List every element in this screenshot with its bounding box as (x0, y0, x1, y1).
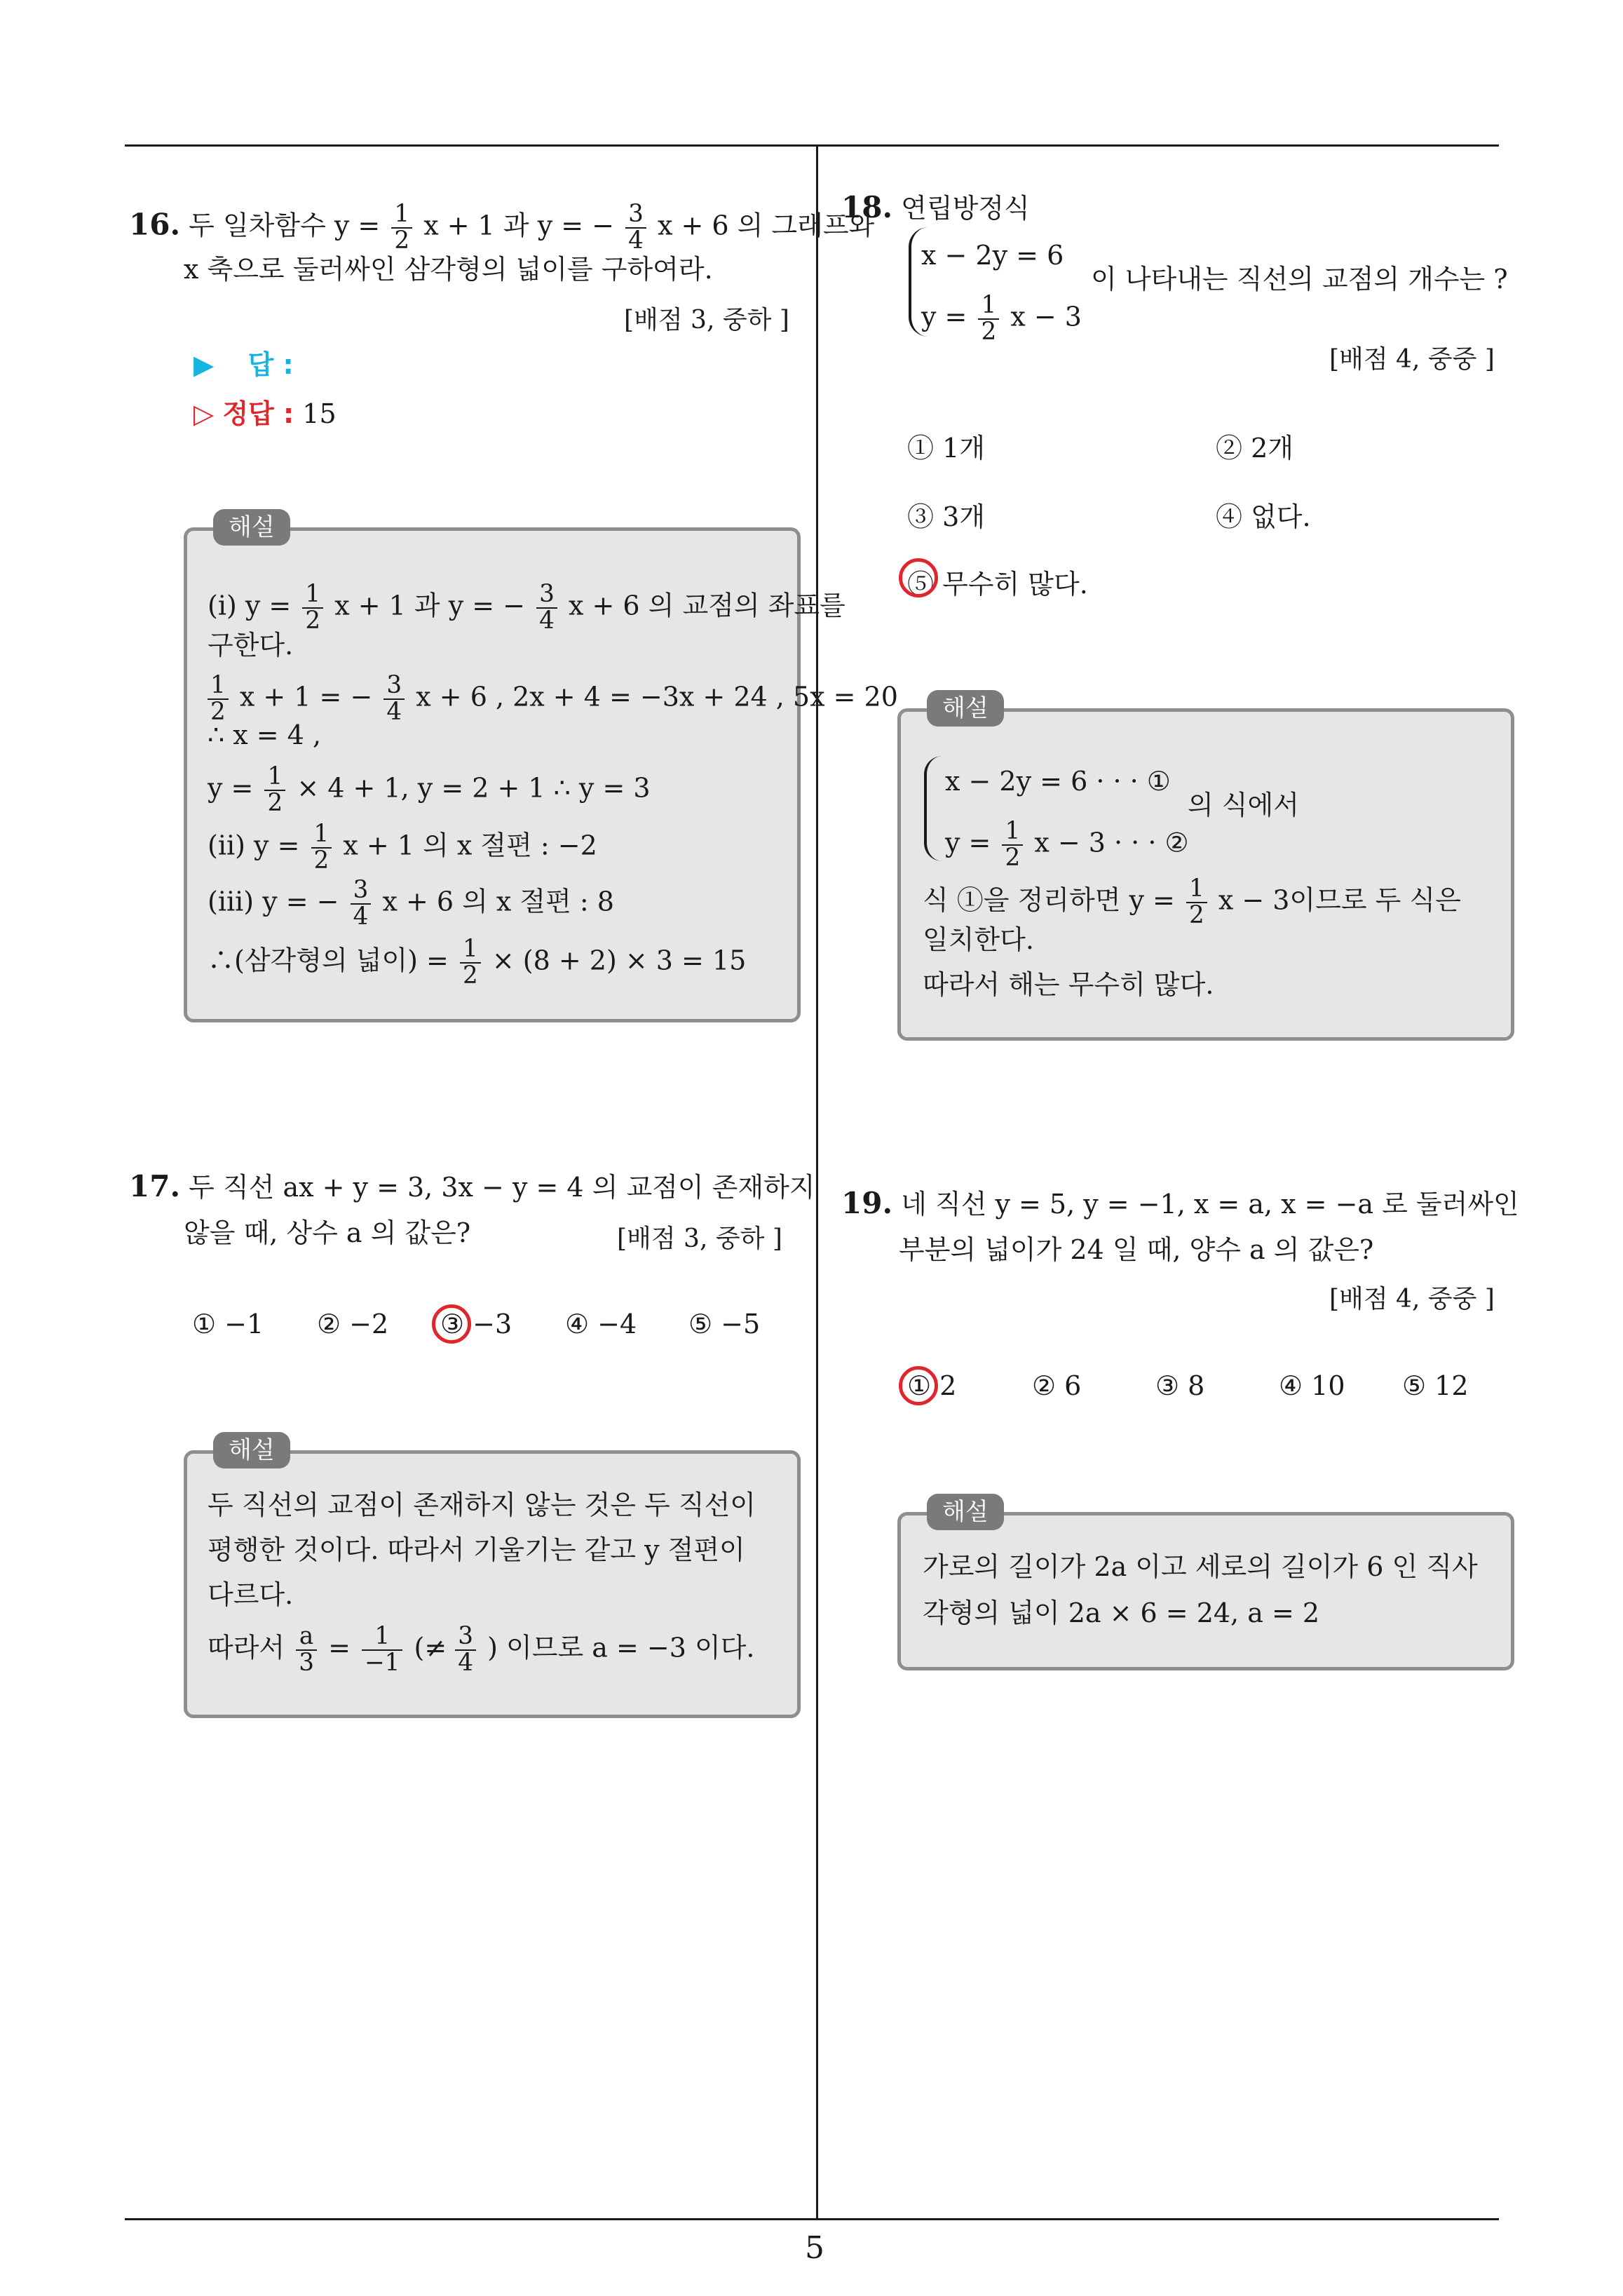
correct-label: 정답 : (222, 398, 294, 429)
q17-choice-4[interactable]: ④ −4 (565, 1309, 637, 1339)
fraction: $\frac{1}{2}$ (391, 202, 412, 254)
q18-meta: [배점 4, 중중 ] (1329, 345, 1495, 374)
q19-line2: 부분의 넓이가 24 일 때, 양수 a 의 값은? (899, 1234, 1374, 1265)
q19-choice-1[interactable]: ① 2 (907, 1370, 957, 1401)
q16-exp-line1: (i) y = $\frac{1}{2}$ x + 1 과 y = − $\frac{3}{4}$ x + 6 의 교점의 좌표를 (208, 580, 846, 635)
q18-number: 18. (841, 190, 893, 224)
q18-choice-5[interactable]: ⑤ 무수히 많다. (907, 569, 1088, 600)
q17-choice-1[interactable]: ① −1 (192, 1309, 264, 1339)
q19-choice-3[interactable]: ③ 8 (1155, 1370, 1205, 1401)
q16-explanation-tag: 해설 (213, 509, 290, 546)
q18-exp-line4: 일치한다. (923, 924, 1034, 955)
q19-choice-5[interactable]: ⑤ 12 (1402, 1370, 1469, 1401)
column-divider (816, 144, 818, 2219)
q17-choice-2[interactable]: ② −2 (317, 1309, 389, 1339)
q18-eq2: y = $\frac{1}{2}$ x − 3 (921, 291, 1082, 346)
q18-exp-line5: 따라서 해는 무수히 많다. (923, 969, 1214, 1000)
correct-value: 15 (302, 398, 337, 429)
q18-title: 18. 연립방정식 (841, 190, 1030, 224)
q19-choice-4[interactable]: ④ 10 (1279, 1370, 1345, 1401)
q16-exp-line3: $\frac{1}{2}$ x + 1 = − $\frac{3}{4}$ x + 6 , 2x + 4 = −3x + 24 , 5x = 20 (208, 673, 898, 725)
answer-arrow-icon: ▶ (193, 349, 215, 380)
q16-exp-line4: ∴ x = 4 , (208, 720, 322, 750)
q19-exp-line2: 각형의 넓이 2a × 6 = 24, a = 2 (923, 1598, 1320, 1628)
top-rule (125, 144, 1499, 147)
q17-selected-circle (432, 1304, 471, 1344)
q17-number: 17. (129, 1169, 181, 1203)
q17-exp-line1: 두 직선의 교점이 존재하지 않는 것은 두 직선이 (208, 1490, 756, 1520)
q16-line1: 16. 두 일차함수 y = $\frac{1}{2}$ x + 1 과 y = − $\frac{3}{4}$ x + 6 의 그래프와 (129, 200, 875, 255)
q18-explanation-tag: 해설 (927, 690, 1004, 727)
q19-explanation-tag: 해설 (927, 1494, 1004, 1530)
q17-choice-5[interactable]: ⑤ −5 (688, 1309, 761, 1339)
q19-selected-circle (899, 1366, 938, 1405)
q19-explanation-box (897, 1512, 1514, 1670)
q18-tail: 이 나타내는 직선의 교점의 개수는 ? (1091, 264, 1508, 295)
q16-exp-line7: (iii) y = − $\frac{3}{4}$ x + 6 의 x 절편 : 8 (208, 876, 614, 931)
q18-exp-line3: 식 ①을 정리하면 y = $\frac{1}{2}$ x − 3이므로 두 식은 (923, 874, 1461, 929)
q18-eq1: x − 2y = 6 (921, 240, 1064, 271)
q16-exp-line2: 구한다. (208, 630, 294, 661)
q16-exp-line6: (ii) y = $\frac{1}{2}$ x + 1 의 x 절편 : −2 (208, 820, 597, 874)
q16-correct-row (193, 397, 337, 431)
q17-exp-line4: 따라서 $\frac{a}{3}$ = $\frac{1}{-1}$ (≠ $\frac{3}{4}$ ) 이므로 a = −3 이다. (208, 1622, 755, 1677)
q18-choice-2[interactable]: ② 2개 (1216, 433, 1293, 464)
q17-choice-3[interactable]: ③ −3 (440, 1309, 512, 1339)
q17-exp-line3: 다르다. (208, 1579, 294, 1610)
page-number: 5 (805, 2230, 824, 2266)
q17-meta: [배점 3, 중하 ] (617, 1224, 782, 1253)
q17-line2: 않을 때, 상수 a 의 값은? (184, 1217, 471, 1248)
q17-line1: 17. 두 직선 ax + y = 3, 3x − y = 4 의 교점이 존재하지 (129, 1169, 815, 1203)
q16-answer-row (193, 348, 294, 381)
q18-choice-3[interactable]: ③ 3개 (907, 501, 985, 532)
q16-exp-line5: y = $\frac{1}{2}$ × 4 + 1, y = 2 + 1 ∴ y = 3 (208, 762, 651, 817)
q17-explanation-tag: 해설 (213, 1432, 290, 1468)
q19-exp-line1: 가로의 길이가 2a 이고 세로의 길이가 6 인 직사 (923, 1551, 1478, 1582)
q18-choice-4[interactable]: ④ 없다. (1216, 501, 1311, 532)
q18-exp-eq2: y = $\frac{1}{2}$ x − 3 · · · ② (945, 817, 1189, 872)
q17-exp-line2: 평행한 것이다. 따라서 기울기는 같고 y 절편이 (208, 1534, 745, 1565)
q16-number: 16. (129, 207, 181, 242)
q18-selected-circle (899, 558, 938, 597)
q16-meta: [배점 3, 중하 ] (624, 306, 789, 335)
q19-number: 19. (841, 1186, 893, 1220)
fraction: $\frac{3}{4}$ (625, 202, 646, 254)
q19-choice-2[interactable]: ② 6 (1032, 1370, 1082, 1401)
bottom-rule (125, 2218, 1499, 2220)
answer-label: 답 : (247, 349, 294, 380)
q16-line2: x 축으로 둘러싸인 삼각형의 넓이를 구하여라. (184, 254, 713, 285)
q18-exp-brace (924, 756, 942, 861)
q19-meta: [배점 4, 중중 ] (1329, 1285, 1495, 1314)
q19-line1: 19. 네 직선 y = 5, y = −1, x = a, x = −a 로 둘러싸인 (841, 1186, 1519, 1220)
correct-arrow-icon: ▷ (193, 398, 215, 429)
q16-exp-line8: ∴(삼각형의 넓이) = $\frac{1}{2}$ × (8 + 2) × 3 = 15 (208, 935, 747, 990)
q18-exp-tail: 의 식에서 (1188, 790, 1299, 821)
q18-exp-eq1: x − 2y = 6 · · · ① (945, 766, 1171, 797)
q18-choice-1[interactable]: ① 1개 (907, 433, 985, 464)
